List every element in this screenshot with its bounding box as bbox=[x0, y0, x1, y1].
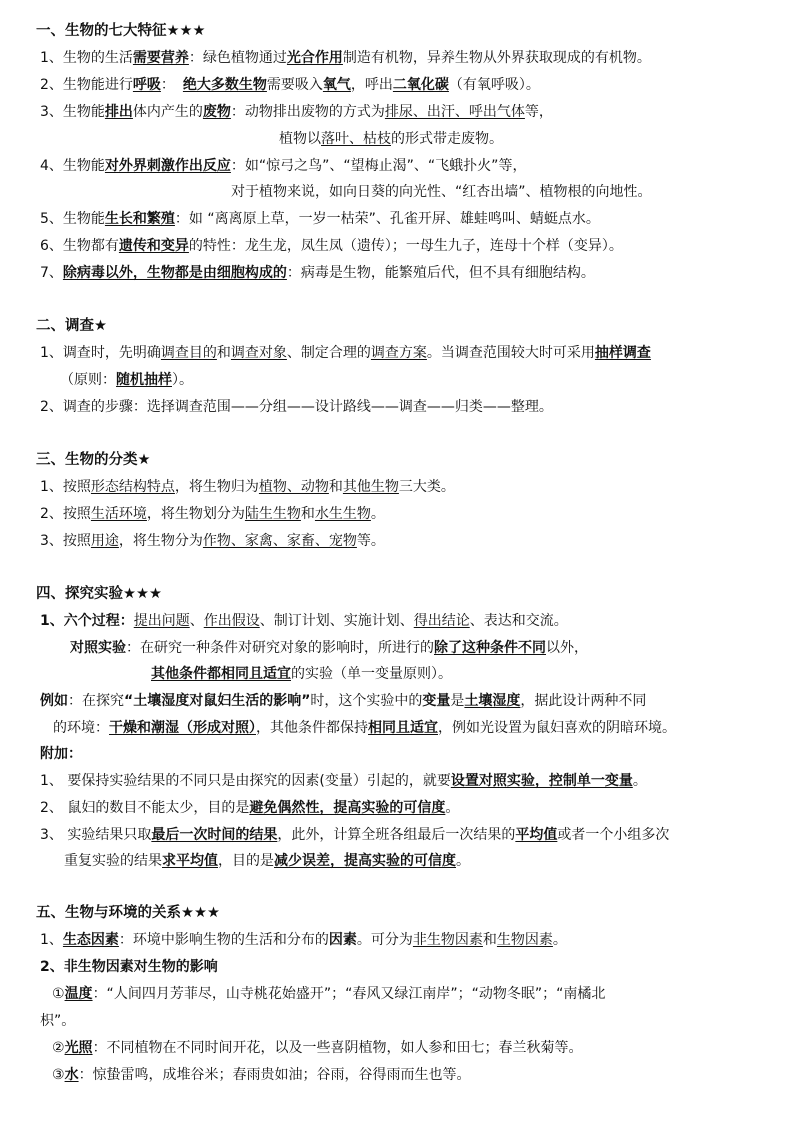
s3-line-2: 2、按照生活环境，将生物划分为陆生生物和水生生物。 bbox=[40, 506, 385, 522]
s4-addition-3b: 重复实验的结果求平均值，目的是减少误差，提高实验的可信度。 bbox=[64, 853, 470, 869]
s2-line-1b: （原则：随机抽样）。 bbox=[60, 372, 193, 388]
s5-point-2: ②光照：不同植物在不同时间开花，以及一些喜阴植物，如人参和田七；春兰秋菊等。 bbox=[52, 1040, 583, 1056]
s1-line-5: 5、生物能生长和繁殖：如 “离离原上草，一岁一枯荣”、孔雀开屏、雄蛙鸣叫、蜻蜓点水。 bbox=[40, 211, 600, 227]
s3-line-1: 1、按照形态结构特点，将生物归为植物、动物和其他生物三大类。 bbox=[40, 479, 455, 495]
s4-extra-label: 附加： bbox=[40, 746, 82, 762]
s5-point-1b: 枳”。 bbox=[40, 1013, 76, 1029]
s4-addition-1: 1、 要保持实验结果的不同只是由探究的因素(变量）引起的，就要设置对照实验，控制单一变量。 bbox=[40, 773, 647, 789]
s4-line-1: 1、六个过程：提出问题、作出假设、制订计划、实施计划、得出结论、表达和交流。 bbox=[40, 613, 568, 629]
section-5-title: 五、生物与环境的关系★★★ bbox=[36, 905, 220, 921]
section-4-title: 四、探究实验★★★ bbox=[36, 586, 162, 602]
s4-line-2: 对照实验：在研究一种条件对研究对象的影响时，所进行的除了这种条件不同以外， bbox=[70, 640, 588, 656]
s4-line-3: 例如：在探究“土壤湿度对鼠妇生活的影响”时，这个实验中的变量是土壤湿度，据此设计两种不同 bbox=[40, 693, 647, 709]
s1-line-3: 3、生物能排出体内产生的废物：动物排出废物的方式为排尿、出汗、呼出气体等， bbox=[40, 104, 553, 120]
s1-line-3b: 植物以落叶、枯枝的形式带走废物。 bbox=[279, 131, 503, 147]
s5-line-2: 2、非生物因素对生物的影响 bbox=[40, 959, 218, 975]
s5-line-1: 1、生态因素：环境中影响生物的生活和分布的因素。可分为非生物因素和生物因素。 bbox=[40, 932, 567, 948]
section-2-title: 二、调查★ bbox=[36, 318, 107, 334]
s4-addition-2: 2、 鼠妇的数目不能太少，目的是避免偶然性，提高实验的可信度。 bbox=[40, 800, 460, 816]
s5-point-3: ③水：惊蛰雷鸣，成堆谷米；春雨贵如油；谷雨，谷得雨而生也等。 bbox=[52, 1067, 471, 1083]
s1-line-7: 7、除病毒以外，生物都是由细胞构成的：病毒是生物，能繁殖后代，但不具有细胞结构。 bbox=[40, 265, 595, 281]
s5-point-1: ①温度：“人间四月芳菲尽，山寺桃花始盛开”；“春风又绿江南岸”；“动物冬眠”；“南橘北 bbox=[52, 986, 606, 1002]
s1-line-6: 6、生物都有遗传和变异的特性：龙生龙，凤生凤（遗传）；一母生九子，连母十个样（变异）。 bbox=[40, 238, 623, 254]
s1-line-1: 1、生物的生活需要营养：绿色植物通过光合作用制造有机物，异养生物从外界获取现成的有机物。 bbox=[40, 50, 651, 66]
s3-line-3: 3、按照用途，将生物分为作物、家禽、家畜、宠物等。 bbox=[40, 533, 385, 549]
s2-line-2: 2、调查的步骤：选择调查范围——分组——设计路线——调查——归类——整理。 bbox=[40, 399, 553, 415]
s4-line-3b: 的环境：干燥和潮湿（形成对照），其他条件都保持相同且适宜，例如光设置为鼠妇喜欢的阴暗环境。 bbox=[53, 720, 676, 736]
s2-line-1: 1、调查时，先明确调查目的和调查对象、制定合理的调查方案。当调查范围较大时可采用抽样调查 bbox=[40, 345, 651, 361]
s1-line-2: 2、生物能进行呼吸： 绝大多数生物需要吸入氧气，呼出二氧化碳（有氧呼吸）。 bbox=[40, 77, 540, 93]
s4-addition-3: 3、 实验结果只取最后一次时间的结果，此外，计算全班各组最后一次结果的平均值或者一个小组多次 bbox=[40, 827, 670, 843]
s1-line-4b: 对于植物来说，如向日葵的向光性、“红杏出墙”、植物根的向地性。 bbox=[231, 184, 652, 200]
s1-line-4: 4、生物能对外界刺激作出反应：如“惊弓之鸟”、“望梅止渴”、“飞蛾扑火”等， bbox=[40, 158, 527, 174]
s4-line-2b: 其他条件都相同且适宜的实验（单一变量原则）。 bbox=[151, 666, 452, 682]
section-3-title: 三、生物的分类★ bbox=[36, 452, 151, 468]
section-1-title: 一、生物的七大特征★★★ bbox=[36, 23, 206, 39]
